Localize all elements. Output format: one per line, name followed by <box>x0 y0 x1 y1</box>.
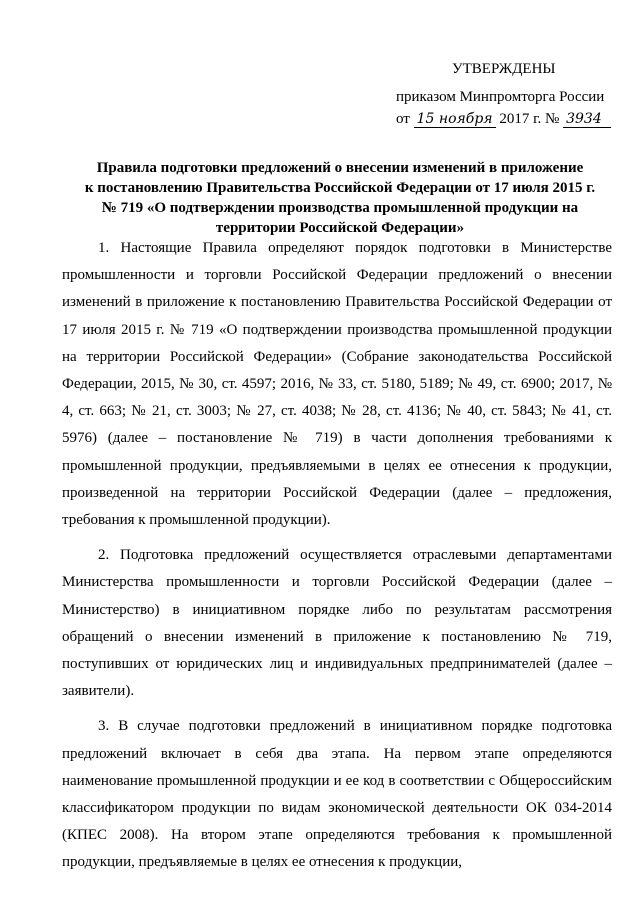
date-prefix: от <box>396 111 410 127</box>
title-line: Правила подготовки предложений о внесении изменений в приложение <box>96 160 584 176</box>
approval-heading: УТВЕРЖДЕНЫ <box>452 61 556 77</box>
title-line: к постановлению Правительства Российской Федерации от 17 июля 2015 г. <box>84 180 596 196</box>
approval-date-line <box>396 108 611 130</box>
paragraph-3: 3. В случае подготовки предложений в инициативном порядке подготовка предложений включает в себя два этапа. На первом этапе определяются наименование промышленной продукции и ее код в соответствии с Общероссийским классификатором продукции по видам экономической деятельности ОК 034-2014 (КПЕС 2008). На втором этапе определяются требования к промышленной продукции, предъявляемые в целях ее отнесения к продукции, <box>62 718 612 871</box>
title-line: территории Российской Федерации» <box>215 220 465 236</box>
handwritten-date: 15 ноября <box>414 111 496 128</box>
title-line: № 719 «О подтверждении производства промышленной продукции на <box>101 200 579 216</box>
handwritten-order-number: 3934 <box>563 111 611 128</box>
document-title <box>60 158 620 238</box>
paragraph-2: 2. Подготовка предложений осуществляется отраслевыми департаментами Министерства промышленности и торговли Российской Федерации (далее – Министерство) в инициативном порядке либо по результатам рассмотрения обращений о внесении изменений в приложение к постановлению № 719, поступивших от юридических лиц и индивидуальных предпринимателей (далее – заявители). <box>62 547 612 700</box>
document-body <box>62 235 612 885</box>
paragraph-1: 1. Настоящие Правила определяют порядок подготовки в Министерстве промышленности и торговли Российской Федерации предложений о внесении изменений в приложение к постановлению Правительства Российской Федерации от 17 июля 2015 г. № 719 «О подтверждении производства промышленной продукции на территории Российской Федерации» (Собрание законодательства Российской Федерации, 2015, № 30, ст. 4597; 2016, № 33, ст. 5180, 5189; № 49, ст. 6900; 2017, № 4, ст. 663; № 21, ст. 3003; № 27, ст. 4038; № 28, ст. 4136; № 40, ст. 5843; № 41, ст. 5976) (далее – постановление № 719) в части дополнения требованиями к промышленной продукции, предъявляемыми в целях ее отнесения к продукции, произведенной на территории Российской Федерации (далее – предложения, требования к промышленной продукции). <box>62 240 612 529</box>
approval-order-line: приказом Минпромторга России <box>396 89 605 105</box>
approval-block <box>396 58 611 130</box>
year-text: 2017 г. № <box>499 111 560 127</box>
